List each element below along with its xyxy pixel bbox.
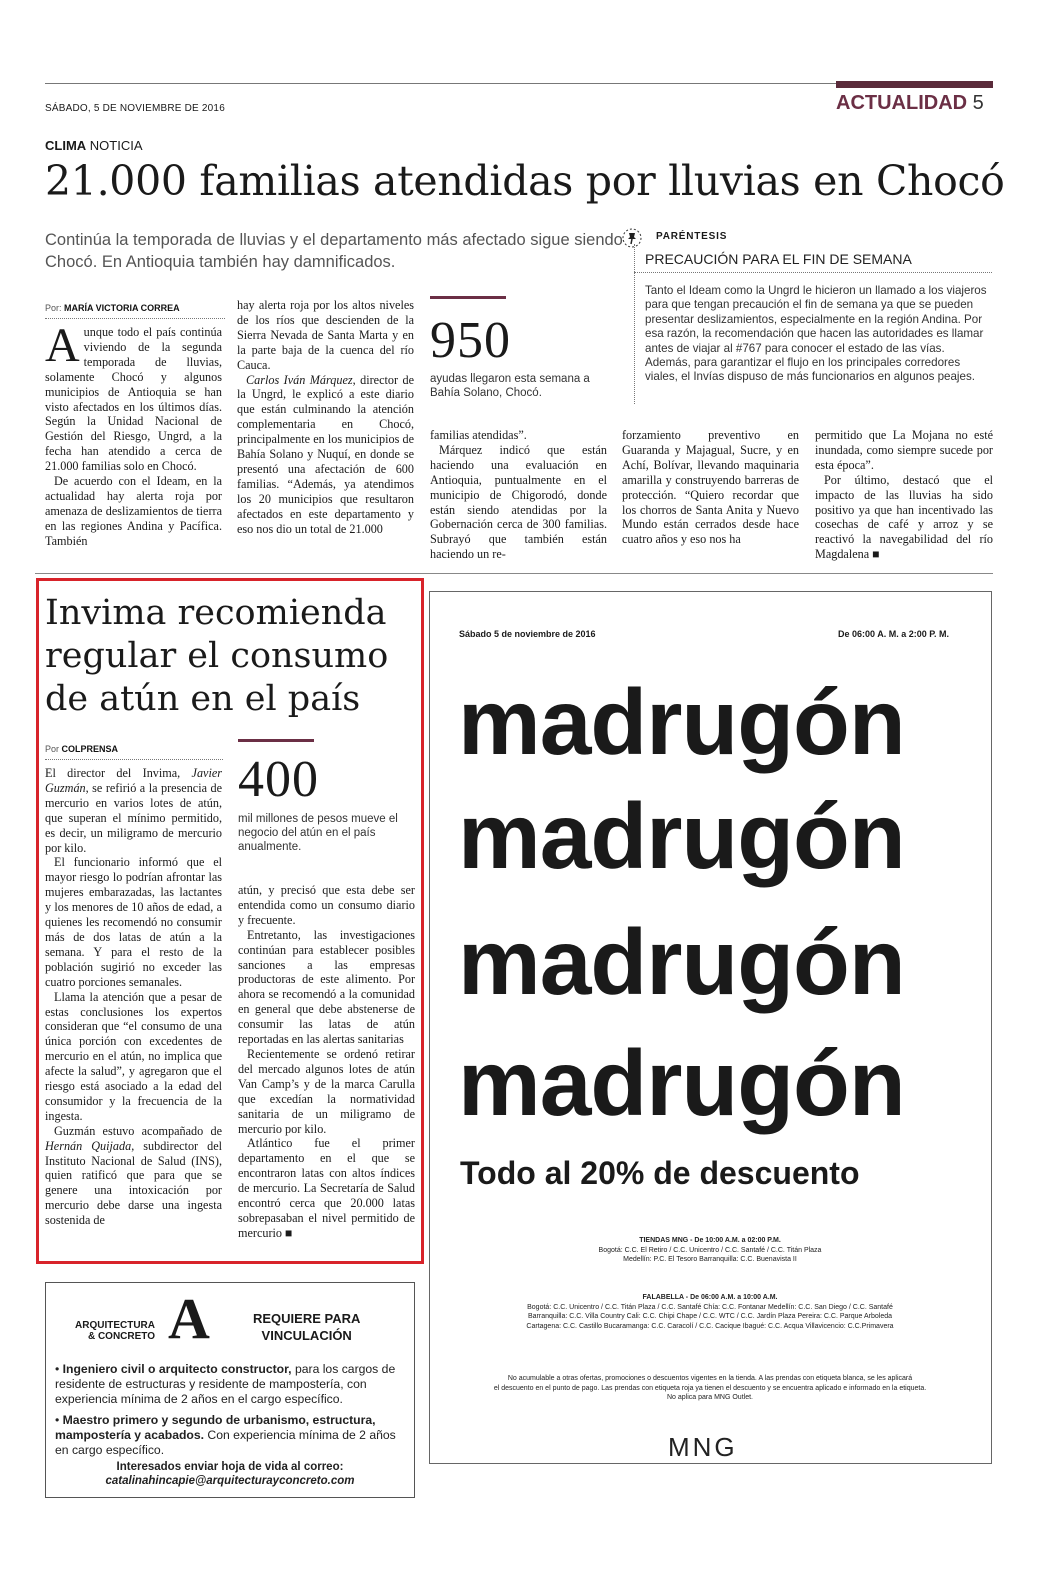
disclaimer-line: el descuento en el punto de pago. Las prendas con etiqueta roja ya tienen el descuento y se encuentra aplicado e informado en la etiqueta.: [493, 1384, 927, 1392]
article1-paragraph: hay alerta roja por los altos niveles de los ríos que descienden de la Sierra Nevada de Santa Marta y en la parte baja de la cuenca del río Cauca.: [237, 298, 414, 372]
contact-email: catalinahincapie@arquitecturayconcreto.com: [105, 1475, 355, 1487]
job-item: • Maestro primero y segundo de urbanismo, estructura, mampostería y acabados. Con experiencia mínima de 2 años en cargo específico.: [55, 1413, 396, 1457]
ad-headline-word: madrugón: [458, 670, 905, 774]
ad-headline-word: madrugón: [458, 910, 905, 1014]
heading-line: VINCULACIÓN: [261, 1328, 352, 1343]
disclaimer-line: No acumulable a otras ofertas, promociones o descuentos vigentes en la tienda. A las prendas con etiqueta blanca, se les aplicará: [507, 1375, 913, 1382]
person-name: Carlos Iván Márquez: [246, 372, 353, 387]
kicker-topic: CLIMA: [45, 138, 87, 153]
drop-cap: A: [45, 319, 80, 372]
article1-paragraph: permitido que La Mojana no esté inundada, como siempre sucede por esta época”.: [815, 428, 993, 472]
heading-line: REQUIERE PARA: [253, 1311, 361, 1326]
ad-time: De 06:00 A. M. a 2:00 P. M.: [838, 629, 950, 639]
article2-paragraph: Entretanto, las investigaciones continúan para establecer posibles sanciones a las empresas productoras de este alimento. Por ahora se recomendó a la comunidad en general que debe abstenerse de consumir las latas de atún reportadas en las alertas sanitarias: [238, 927, 415, 1047]
logo-line: & CONCRETO: [87, 1331, 155, 1342]
article2-paragraph: [238, 1136, 415, 1240]
job-detail: Con experiencia mínima de 2 años en cargo específico.: [55, 1428, 396, 1457]
section-color-bar: [836, 81, 993, 88]
brand-logo: MNG: [668, 1432, 738, 1462]
stores-line: Bogotá: C.C. El Retiro / C.C. Unicentro / C.C. Santafé / C.C. Titán Plaza: [598, 1246, 822, 1254]
article1-byline: [45, 303, 180, 313]
article2-column-2: [238, 883, 415, 1241]
article1-paragraph: familias atendidas”.: [430, 428, 527, 442]
article2-headline: Invima recomienda regular el consumo de atún en el país: [45, 593, 389, 719]
paragraph-text: Atlántico fue el primer departamento en el que se encontraron latas con altos índices de mercurio. La Secretaría de Salud encontró cerca que 20.000 latas sobrepasaban el nivel permitido de mercurio: [238, 1136, 415, 1240]
section-name: ACTUALIDAD: [836, 92, 968, 114]
byline-rule: [45, 759, 223, 760]
stat-number-950: 950: [430, 312, 511, 369]
byline-author: COLPRENSA: [61, 744, 119, 754]
section-separator: [35, 573, 993, 574]
article1-column-1: [45, 319, 222, 549]
article1-paragraph: Márquez indicó que están haciendo una evaluación en Antioquia, puntualmente en el municipio de Chigorodó, donde están siendo atendidas por la Gobernación cerca de 300 familias. Subrayó que también están haciendo un re-: [430, 442, 607, 562]
paragraph-text: Por último, destacó que el impacto de las lluvias ha sido positivo ya que han incentivado las cosechas de café y arroz y se reactivó la navegabilidad del río Magdalena: [815, 472, 993, 562]
stores-title: TIENDAS MNG - De 10:00 A.M. a 02:00 P.M.: [639, 1237, 781, 1244]
article1-column-4: [622, 428, 799, 547]
byline-author: MARÍA VICTORIA CORREA: [64, 303, 180, 313]
ad-headline-word: madrugón: [458, 784, 905, 888]
contact-line: Interesados enviar hoja de vida al correo:: [116, 1461, 344, 1473]
article2-paragraph: [45, 1124, 222, 1228]
job-heading: [253, 1310, 360, 1344]
end-mark: ■: [872, 547, 880, 562]
byline-prefix: Por: [45, 744, 62, 754]
job-title: Ingeniero civil o arquitecto constructor,: [62, 1362, 292, 1376]
article2-paragraph: El funcionario informó que el mayor riesgo lo podrían afrontar las mujeres embarazadas, las lactantes y los menores de 10 años de edad, a quienes les recomendó no consumir más de dos latas de atún a la semana. Y para el resto de la población sugirió no exceder las cuatro porciones semanales.: [45, 855, 222, 989]
end-mark: ■: [285, 1225, 293, 1240]
person-name: Javier Guzmán: [45, 766, 222, 795]
issue-date: SÁBADO, 5 DE NOVIEMBRE DE 2016: [45, 103, 225, 114]
falabella-line: Cartagena: C.C. Castillo Bucaramanga: C.C. Caracolí / C.C. Cacique Ibagué: C.C. Acqua Villavicencio: C.C.Primavera: [526, 1322, 894, 1330]
logo-line: ARQUITECTURA: [75, 1320, 155, 1331]
page-number: 5: [972, 92, 984, 114]
falabella-line: Barranquilla: C.C. Villa Country Cali: C.C. Chipi Chape / C.C. WTC / C.C. Jardín Plaza Pereira: C.C. Parque Arboleda: [527, 1313, 892, 1320]
ad-date: Sábado 5 de noviembre de 2016: [459, 629, 596, 639]
article2-paragraph: [45, 766, 222, 855]
article1-headline: 21.000 familias atendidas por lluvias en Chocó: [45, 157, 1005, 205]
paragraph-text: , subdirector del Instituto Nacional de Salud (INS), quien ratificó que para que se genere una intoxicación por mercurio debe darse una ingesta sostenida de: [45, 1138, 222, 1228]
ad-discount: Todo al 20% de descuento: [460, 1155, 860, 1191]
article2-paragraph: Llama la atención que a pesar de estas conclusiones los expertos consideran que “el consumo de una única porción con excedentes de mercurio en el atún, no implica que afecte la salud”, y agregaron que el riesgo está asociado a la edad del consumidor y la frecuencia de la ingesta.: [45, 989, 222, 1123]
job-title: Maestro primero y segundo de urbanismo, estructura, mampostería y acabados.: [55, 1413, 376, 1442]
stat-rule: [430, 296, 506, 299]
parentesis-title: PRECAUCIÓN PARA EL FIN DE SEMANA: [645, 251, 912, 267]
parentesis-label: PARÉNTESIS: [656, 231, 728, 242]
stat-rule: [238, 739, 314, 742]
falabella-title: FALABELLA - De 06:00 A.M. a 10:00 A.M.: [642, 1294, 778, 1301]
article1-column-2: [237, 298, 414, 537]
paragraph-text: El director del Invima,: [45, 766, 192, 780]
article1-subhead: Continúa la temporada de lluvias y el departamento más afectado sigue siendo Chocó. En Antioquia también hay damnificados.: [45, 231, 623, 271]
article1-paragraph: [45, 319, 222, 474]
paragraph-text: , se refirió a la presencia de mercurio en varios lotes de atún, que superan el mínimo permitido, es decir, un miligramo de mercurio por kilo.: [45, 780, 222, 855]
parentesis-side-rule: [634, 244, 635, 404]
section-label: [836, 92, 984, 115]
job-list: [55, 1362, 405, 1464]
paragraph-text: Guzmán estuvo acompañado de: [54, 1123, 222, 1138]
article2-paragraph: atún, y precisó que esta debe ser entendida como un consumo diario y frecuente.: [238, 883, 415, 927]
kicker-type: NOTICIA: [86, 138, 143, 153]
stat-caption: mil millones de pesos mueve el negocio del atún en el país anualmente.: [238, 813, 398, 853]
article2-byline: [45, 744, 118, 754]
article1-paragraph: forzamiento preventivo en Guaranda y Majagual, Sucre, y en Achí, Bolívar, llevando maquinaria amarilla y construyendo barreras de protección. “Quiero recordar que los chorros de Santa Anita y Nuevo Mundo están cerrados desde hace cuatro años y eso nos ha: [622, 428, 799, 547]
article1-kicker: [45, 138, 143, 153]
pin-icon: [622, 228, 642, 248]
article1-paragraph: De acuerdo con el Ideam, en la actualidad hay alerta roja por amenaza de deslizamientos de tierra en las regiones Andina y Pacífica. También: [45, 474, 222, 548]
contact-info: [55, 1460, 405, 1488]
parentesis-body: Tanto el Ideam como la Ungrd le hicieron un llamado a los viajeros para que tengan precaución el fin de semana ya que se pueden presentar deslizamientos, especialmente en la región Andina. Por esa razón, la recomendación que hacen las autoridades es llamar antes de viajar al #767 para conocer el estado de las vías. Además, para garantizar el flujo en los principales corredores viales, el Invías dispuso de más funcionarios en algunos peajes.: [645, 284, 987, 384]
stat-caption: ayudas llegaron esta semana a Bahía Solano, Chocó.: [430, 373, 590, 399]
ad-stores: [440, 1236, 980, 1265]
company-logo-text: [75, 1320, 155, 1342]
paragraph-text: , director de la Ungrd, le explicó a este diario que están culminando la atención complementaria en Chocó, principalmente en los municipios de Bahía Solano y Nuquí, en donde se presentó una afectación de 600 familias. “Además, ya atendimos los 20 municipios que resultaron afectados en este departamento y eso nos dio un total de 21.000: [237, 372, 414, 536]
ad-falabella: [440, 1293, 980, 1331]
disclaimer-line: No aplica para MNG Outlet.: [667, 1394, 753, 1401]
byline-prefix: Por:: [45, 303, 65, 313]
job-item: • Ingeniero civil o arquitecto constructor, para los cargos de residente de estructuras y residente de mampostería, con experiencia mínima de 2 años en el cargo específico.: [55, 1362, 396, 1406]
article1-column-3: [430, 428, 607, 562]
person-name: Hernán Quijada: [45, 1138, 132, 1153]
stores-line: Medellín: P.C. El Tesoro Barranquilla: C.C. Buenavista II: [623, 1256, 797, 1263]
article1-paragraph: [237, 373, 414, 537]
stat-number-400: 400: [238, 751, 319, 808]
article2-paragraph: Recientemente se ordenó retirar del mercado algunos lotes de atún Van Camp’s y de la marca Carulla que excedían la normatividad sanitaria de un miligramo de mercurio por kilo.: [238, 1046, 415, 1136]
paragraph-text: unque todo el país continúa viviendo de la segunda temporada de lluvias, solamente Chocó y algunos municipios de Antioquia se han visto afectados en los últimos días. Según la Unidad Nacional de Gestión del Riesgo, Ungrd, a la fecha han atendido a cerca de 21.000 familias solo en Chocó.: [45, 325, 222, 474]
job-detail: para los cargos de residente de estructuras y residente de mampostería, con experiencia mínima de 2 años en el cargo específico.: [55, 1362, 396, 1406]
parentesis-rule: [634, 272, 992, 273]
article2-column-1: [45, 766, 222, 1228]
falabella-line: Bogotá: C.C. Unicentro / C.C. Titán Plaza / C.C. Santafé Chía: C.C. Fontanar Medellín: C.C. San Diego / C.C. Santafé: [527, 1303, 893, 1311]
ad-disclaimer: [440, 1374, 980, 1403]
article1-paragraph: [815, 473, 993, 562]
article1-column-5: [815, 428, 993, 562]
ad-headline-word: madrugón: [458, 1031, 905, 1135]
company-logo-letter: A: [168, 1286, 210, 1351]
